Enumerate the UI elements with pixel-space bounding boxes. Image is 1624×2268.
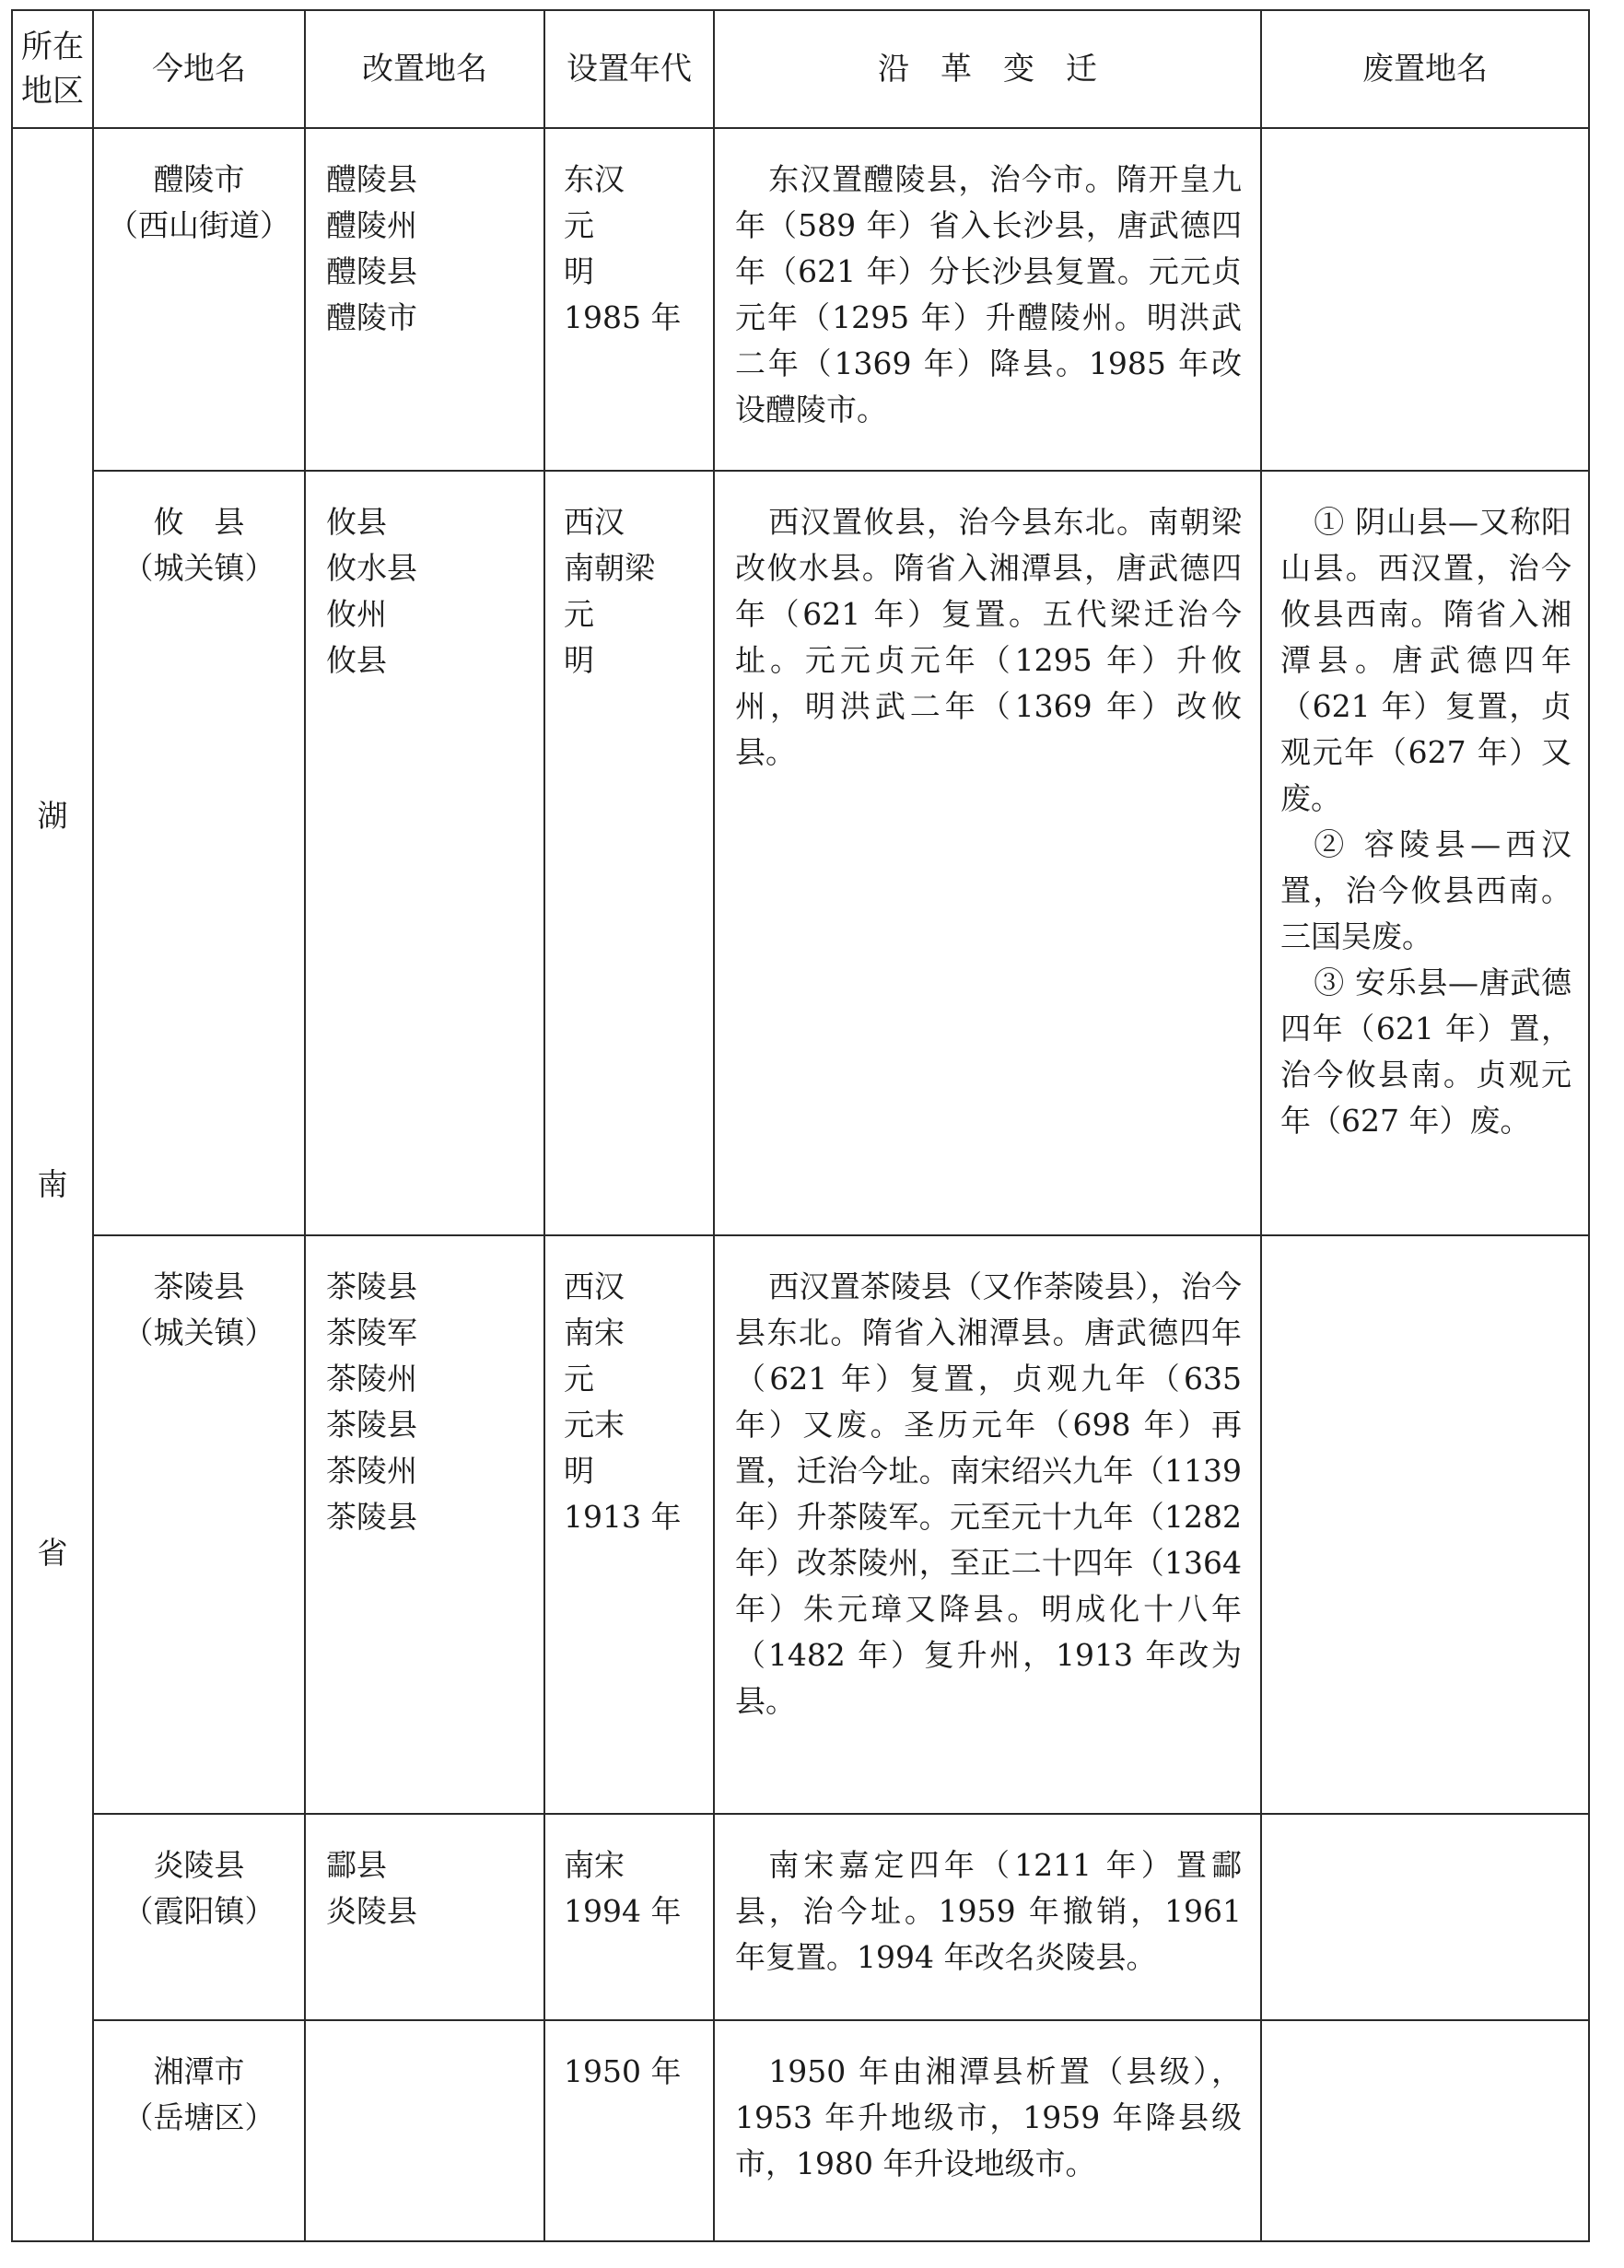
table-row [12,1814,1589,2020]
renamed-cell: 茶陵县 茶陵军 茶陵州 茶陵县 茶陵州 茶陵县 [305,1235,544,1814]
renamed-cell: 攸县 攸水县 攸州 攸县 [305,471,544,1235]
table-row [12,1235,1589,1814]
region-char: 湖 [37,798,68,834]
year-cell: 西汉 南朝梁 元 明 [544,471,714,1235]
abolished-cell [1261,1235,1589,1814]
abolished-cell [1261,471,1589,1235]
history-cell: 东汉置醴陵县，治今市。隋开皇九年（589 年）省入长沙县，唐武德四年（621 年）分长沙县复置。元元贞元年（1295 年）升醴陵州。明洪武二年（1369 年）降县。1985 年改设醴陵市。 [714,128,1261,471]
history-cell: 1950 年由湘潭县析置（县级），1953 年升地级市，1959 年降县级市，1980 年升设地级市。 [714,2020,1261,2241]
year-cell: 1950 年 [544,2020,714,2241]
abolished-cell [1261,2020,1589,2241]
modern-name-cell: 醴陵市 （西山街道） [93,128,305,471]
modern-name-cell: 攸 县 （城关镇） [93,471,305,1235]
abolished-entry: ② 容陵县—西汉置，治今攸县西南。三国吴废。 [1280,826,1571,954]
header-modern-name: 今地名 [93,10,305,128]
abolished-cell [1261,1814,1589,2020]
year-cell: 西汉 南宋 元 元末 明 1913 年 [544,1235,714,1814]
header-row [12,10,1589,128]
history-cell: 南宋嘉定四年（1211 年）置酃县，治今址。1959 年撤销，1961 年复置。1994 年改名炎陵县。 [714,1814,1261,2020]
year-cell: 东汉 元 明 1985 年 [544,128,714,471]
history-table [11,9,1590,2242]
header-history: 沿 革 变 迁 [714,10,1261,128]
year-cell: 南宋 1994 年 [544,1814,714,2020]
history-cell: 西汉置攸县，治今县东北。南朝梁改攸水县。隋省入湘潭县，唐武德四年（621 年）复置。五代梁迁治今址。元元贞元年（1295 年）升攸州，明洪武二年（1369 年）改攸县。 [714,471,1261,1235]
renamed-cell [305,2020,544,2241]
region-char: 南 [37,1166,68,1202]
modern-name-cell: 茶陵县 （城关镇） [93,1235,305,1814]
header-abolished: 废置地名 [1261,10,1589,128]
renamed-cell: 醴陵县 醴陵州 醴陵县 醴陵市 [305,128,544,471]
modern-name-cell: 炎陵县 （霞阳镇） [93,1814,305,2020]
modern-name-cell: 湘潭市 （岳塘区） [93,2020,305,2241]
table-row [12,128,1589,471]
abolished-cell [1261,128,1589,471]
header-region: 所在 地区 [12,10,93,128]
abolished-entry: ① 阴山县—又称阳山县。西汉置，治今攸县西南。隋省入湘潭县。唐武德四年（621 年）复置，贞观元年（627 年）又废。 [1280,504,1571,816]
header-renamed: 改置地名 [305,10,544,128]
region-char: 省 [37,1535,68,1571]
history-cell: 西汉置茶陵县（又作荼陵县），治今县东北。隋省入湘潭县。唐武德四年（621 年）复置，贞观九年（635 年）又废。圣历元年（698 年）再置，迁治今址。南宋绍兴九年（1139 年）升茶陵军。元至元十九年（1282 年）改茶陵州，至正二十四年（1364 年）朱元璋又降县。明成化十八年（1482 年）复升州，1913 年改为县。 [714,1235,1261,1814]
renamed-cell: 酃县 炎陵县 [305,1814,544,2020]
abolished-entry: ③ 安乐县—唐武德四年（621 年）置，治今攸县南。贞观元年（627 年）废。 [1280,964,1571,1139]
table-row [12,2020,1589,2241]
region-cell [12,128,93,2241]
table-row [12,471,1589,1235]
header-year-set: 设置年代 [544,10,714,128]
